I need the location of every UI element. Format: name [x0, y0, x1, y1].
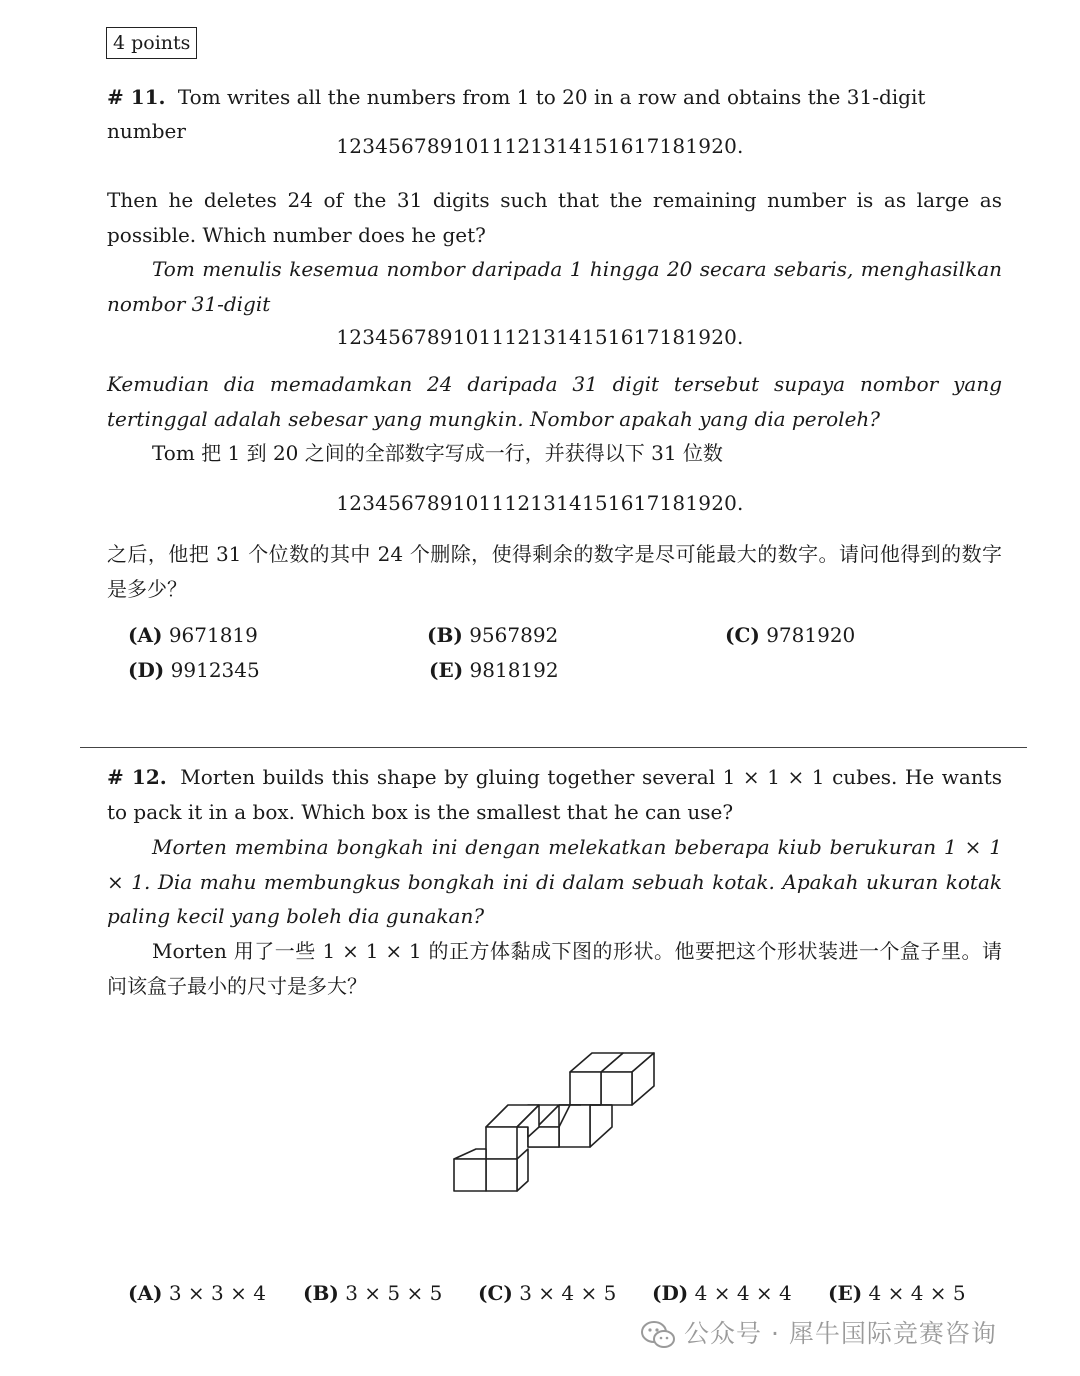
q12-number: # 12.	[107, 765, 167, 789]
q11-option-e[interactable]	[429, 655, 559, 685]
q11-digits-en: 1234567891011121314151617181920.	[336, 134, 744, 158]
option-value: 3 × 4 × 5	[519, 1281, 617, 1305]
option-value: 9818192	[469, 658, 559, 682]
option-value: 4 × 4 × 5	[868, 1281, 966, 1305]
q11-body-ms: Kemudian dia memadamkan 24 daripada 31 digit tersebut supaya nombor yang tertinggal adalah sebesar yang mungkin. Nombor apakah yang dia peroleh?	[107, 372, 1002, 431]
q11-intro-zh: Tom 把 1 到 20 之间的全部数字写成一行，并获得以下 31 位数	[152, 441, 723, 465]
option-letter: (C)	[478, 1281, 513, 1305]
option-value: 9781920	[766, 623, 856, 647]
option-letter: (D)	[652, 1281, 689, 1305]
option-letter: (A)	[128, 1281, 163, 1305]
q12-text-ms: Morten membina bongkah ini dengan melekatkan beberapa kiub berukuran 1 × 1 × 1. Dia mahu membungkus bongkah ini di dalam sebuah kotak. Apakah ukuran kotak paling kecil yang boleh dia gunakan?	[107, 835, 1002, 928]
q12-text-zh: Morten 用了一些 1 × 1 × 1 的正方体黏成下图的形状。他要把这个形状装进一个盒子里。请问该盒子最小的尺寸是多大？	[107, 939, 1002, 998]
q11-intro-ms: Tom menulis kesemua nombor daripada 1 hingga 20 secara sebaris, menghasilkan nombor 31-digit	[107, 257, 1002, 316]
option-letter: (E)	[828, 1281, 863, 1305]
cube-middle-left	[486, 1105, 539, 1159]
q12-option-c[interactable]	[478, 1278, 616, 1308]
q11-option-c[interactable]	[725, 620, 855, 650]
q11-option-b[interactable]	[427, 620, 558, 650]
q12-option-e[interactable]	[828, 1278, 966, 1308]
option-letter: (B)	[303, 1281, 339, 1305]
q11-option-d[interactable]	[128, 655, 260, 685]
option-letter: (A)	[128, 623, 163, 647]
option-value: 9671819	[168, 623, 258, 647]
q11-digits-zh: 1234567891011121314151617181920.	[336, 491, 744, 515]
option-letter: (B)	[427, 623, 463, 647]
option-letter: (C)	[725, 623, 760, 647]
q11-intro-en-text: Tom writes all the numbers from 1 to 20 in a row and obtains the 31-digit number	[107, 85, 926, 143]
option-letter: (E)	[429, 658, 464, 682]
q11-number: # 11.	[107, 85, 166, 109]
question-divider	[80, 747, 1027, 748]
wechat-icon	[640, 1320, 676, 1350]
watermark	[640, 1314, 997, 1354]
option-value: 3 × 5 × 5	[345, 1281, 443, 1305]
q12-option-b[interactable]	[303, 1278, 442, 1308]
q11-digits-ms: 1234567891011121314151617181920.	[336, 325, 744, 349]
cube-shape-figure	[440, 1040, 670, 1200]
q11-body-zh: 之后，他把 31 个位数的其中 24 个删除，使得剩余的数字是尽可能最大的数字。请问他得到的数字是多少？	[107, 542, 1002, 601]
option-value: 3 × 3 × 4	[168, 1281, 266, 1305]
q12-option-a[interactable]	[128, 1278, 266, 1308]
points-label: 4 points	[106, 27, 197, 59]
option-value: 9912345	[170, 658, 260, 682]
q11-body-en: Then he deletes 24 of the 31 digits such that the remaining number is as large as possible. Which number does he get?	[107, 188, 1002, 247]
q12-text-en	[107, 760, 1002, 829]
option-value: 9567892	[469, 623, 559, 647]
cube-bottom-left	[454, 1149, 486, 1191]
q12-option-d[interactable]	[652, 1278, 792, 1308]
option-value: 4 × 4 × 4	[694, 1281, 792, 1305]
q11-option-a[interactable]	[128, 620, 258, 650]
watermark-text: 公众号 · 犀牛国际竞赛咨询	[684, 1319, 997, 1348]
q12-text-en-body: Morten builds this shape by gluing together several 1 × 1 × 1 cubes. He wants to pack it in a box. Which box is the smallest that he can use?	[107, 765, 1002, 824]
option-letter: (D)	[128, 658, 165, 682]
